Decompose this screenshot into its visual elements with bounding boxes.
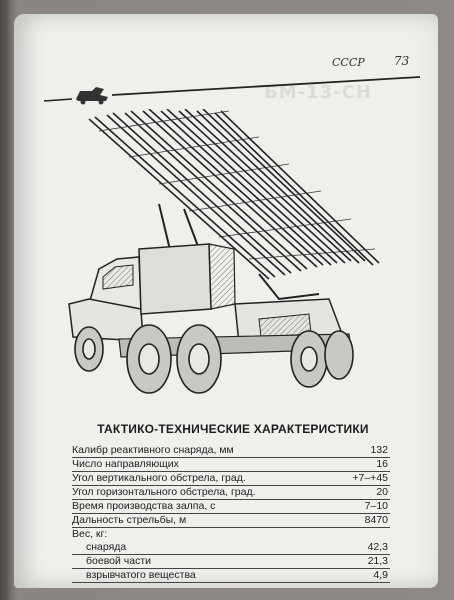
spec-label: Дальность стрельбы, м [72,514,187,526]
spec-row [72,514,390,528]
truck-emblem-icon [76,87,108,105]
weight-row [72,569,390,583]
weight-row [72,541,390,555]
page-number: 73 [394,54,410,68]
weight-row [72,555,390,569]
spec-row [72,458,390,472]
spec-value: 7–10 [364,500,388,512]
spec-label: Время производства залпа, с [72,500,216,512]
spec-label: Угол вертикального обстрела, град. [72,472,246,484]
spec-label: Число направляющих [72,458,179,470]
rocket-launcher-truck-illustration [59,109,399,409]
running-head: СССР [332,56,365,69]
spec-row [72,500,390,514]
spec-value: +7–+45 [352,472,388,484]
weight-label: снаряда [86,541,127,553]
spec-row [72,472,390,486]
weight-label: взрывчатого вещества [86,569,196,581]
spec-value: 132 [370,444,388,456]
weight-heading-row [72,528,390,541]
spec-label: Угол горизонтального обстрела, град. [72,486,256,498]
weight-value: 42,3 [367,541,388,553]
weight-value: 21,3 [367,555,388,567]
weight-value: 4,9 [373,569,388,581]
book-page [14,14,438,588]
spec-value: 20 [376,486,388,498]
spec-row [72,486,390,500]
spec-label: Калибр реактивного снаряда, мм [72,444,234,456]
weight-label: боевой части [86,555,152,567]
weight-heading: Вес, кг: [72,528,108,540]
spec-value: 16 [376,458,388,470]
spec-value: 8470 [364,514,388,526]
specs-title: ТАКТИКО-ТЕХНИЧЕСКИЕ ХАРАКТЕРИСТИКИ [97,422,369,436]
header-rule [44,69,420,109]
spec-row [72,444,390,458]
specs-table [72,422,390,583]
faint-title: БМ-13-СН [264,82,372,103]
